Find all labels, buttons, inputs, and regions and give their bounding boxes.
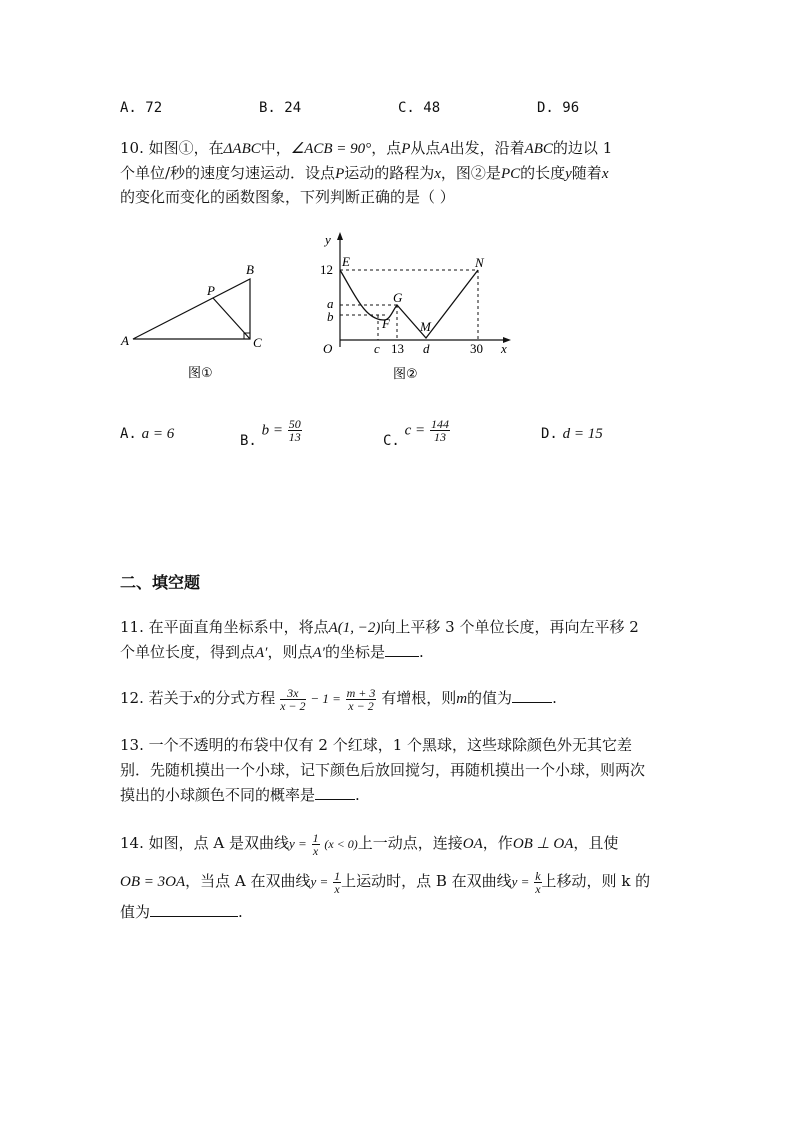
label-O: O: [323, 341, 333, 356]
option-value: 48: [423, 100, 441, 116]
ytick-12: 12: [320, 262, 333, 277]
q10-line-3: 的变化而变化的函数图象，下列判断正确的是（ ）: [120, 188, 455, 206]
option-letter: D.: [537, 100, 554, 116]
q10-line-1: 10. 如图①，在ΔABC中，∠ACB = 90°，点P从点A出发，沿着ABC的边以 1: [120, 139, 613, 157]
q11-line-2: 个单位长度，得到点A′，则点A′的坐标是 .: [120, 643, 424, 661]
label-G: G: [393, 290, 403, 305]
label-P: P: [207, 283, 215, 298]
fraction-1-x: $\frac{1}{x}$: [334, 868, 341, 896]
label-N: N: [475, 255, 484, 270]
label-F: F: [382, 316, 390, 331]
label-C: C: [253, 335, 262, 350]
option-letter: C.: [398, 100, 415, 116]
q13-line-1: 13. 一个不透明的布袋中仅有 2 个红球，1 个黑球，这些球除颜色外无其它差: [120, 736, 633, 754]
q13-line-2: 别．先随机摸出一个小球，记下颜色后放回搅匀，再随机摸出一个小球，则两次: [120, 761, 646, 779]
answer-blank[interactable]: [315, 785, 355, 800]
label-B: B: [246, 262, 254, 277]
fraction-m3: $\frac{m + 3}{x - 2}$: [346, 685, 376, 713]
figure-2-graph: [315, 230, 520, 385]
y-axis-arrow: [337, 232, 343, 240]
figure-1-triangle: [115, 255, 275, 385]
q14-line-3: 值为 .: [120, 903, 243, 921]
section-heading: 二、填空题: [120, 573, 201, 592]
option-letter: B.: [259, 100, 276, 116]
xtick-13: 13: [391, 341, 404, 356]
q10-line-2: 个单位/秒的速度匀速运动．设点P运动的路程为x，图②是PC的长度y随着x: [120, 164, 609, 182]
label-y: y: [325, 232, 331, 247]
q9-option-a: [120, 100, 162, 116]
label-E: E: [342, 254, 350, 269]
label-A: A: [121, 333, 129, 348]
option-value: 96: [562, 100, 580, 116]
q10-option-d: D. d = 15: [541, 426, 603, 442]
answer-blank[interactable]: [385, 642, 419, 657]
xtick-d: d: [423, 341, 430, 356]
label-M: M: [420, 319, 431, 334]
option-value: 24: [284, 100, 302, 116]
q10-option-c: C. c = $\frac{144}{13}$: [383, 417, 449, 449]
q9-option-b: [259, 100, 301, 116]
answer-blank[interactable]: [512, 688, 552, 703]
ytick-a: a: [327, 296, 334, 311]
q14-line-2: OB = 3OA，当点 A 在双曲线y = $\frac{1}{x}$ 上运动时，点 B 在双曲线y = $\frac{k}{x}$ 上移动，则 k 的: [120, 868, 651, 896]
label-x: x: [501, 341, 507, 356]
triangle-abc: [133, 279, 250, 339]
q10-option-a: A. a = 6: [120, 426, 175, 442]
fig2-caption: 图②: [393, 367, 418, 382]
ytick-b: b: [327, 309, 334, 324]
xtick-30: 30: [470, 341, 483, 356]
option-letter: A.: [120, 100, 137, 116]
fraction-144-13: $\frac{144}{13}$: [430, 417, 449, 444]
q11-line-1: 11. 在平面直角坐标系中，将点A(1, −2)向上平移 3 个单位长度，再向左平移 2: [120, 618, 639, 636]
graph-curve: [340, 270, 478, 338]
q10-option-b: B. b = $\frac{50}{13}$: [240, 417, 301, 449]
fig1-caption: 图①: [188, 366, 213, 381]
q12-line: 12. 若关于x的分式方程 $\frac{3x}{x - 2}$ − 1 = $\frac{m + 3}{x - 2}$ 有增根，则m的值为 .: [120, 685, 557, 713]
q13-line-3: 摸出的小球颜色不同的概率是 .: [120, 786, 360, 804]
fraction-3x: $\frac{3x}{x - 2}$: [280, 685, 306, 713]
fraction-50-13: $\frac{50}{13}$: [288, 417, 301, 444]
fraction-k-x: $\frac{k}{x}$: [535, 868, 541, 896]
fraction-1-x: $\frac{1}{x}$: [312, 830, 319, 858]
q9-option-d: [537, 100, 579, 116]
q14-line-1: 14. 如图，点 A 是双曲线y = $\frac{1}{x}$ (x < 0)上一动点，连接OA，作OB ⊥ OA，且使: [120, 830, 619, 858]
xtick-c: c: [374, 341, 380, 356]
answer-blank[interactable]: [150, 902, 238, 917]
q9-option-c: [398, 100, 440, 116]
option-value: 72: [145, 100, 163, 116]
